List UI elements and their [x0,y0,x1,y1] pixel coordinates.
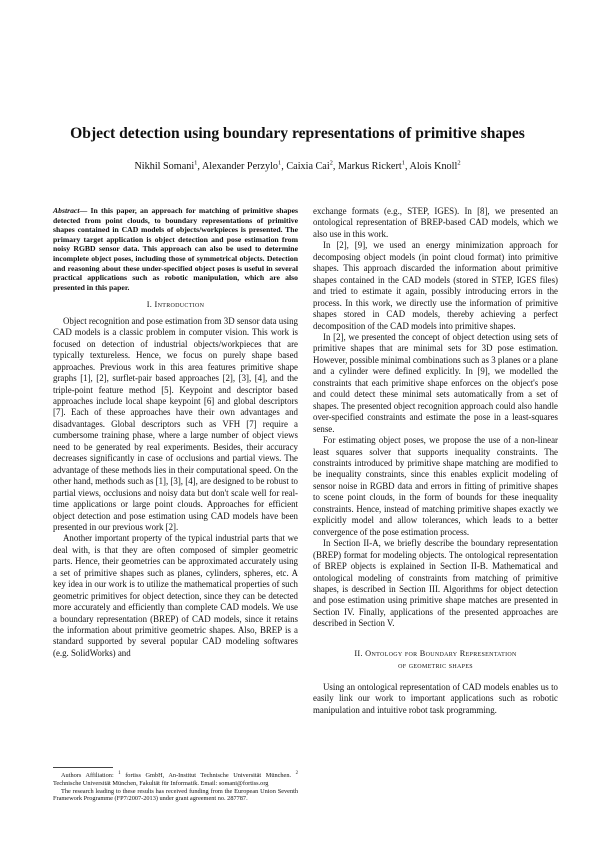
footnote-rule [53,767,113,768]
footnote-affiliation-prefix: Authors Affiliation: [61,772,114,780]
body-paragraph: In Section II-A, we briefly describe the boundary representation (BREP) format for modeling objects. The ontological representation of BREP objects is explained in Section II-B. Mathematical and ontological modeling of constraints from matching of primitive shapes, is described in Section III. Algorithms for object detection and pose estimation using primitive shape matches are presented in Section IV. Finally, applications of the presented approaches are described in Section V. [313,538,558,629]
footnote-aff2: Technische Universität München, Fakultät für Informatik. [53,779,199,787]
footnote-aff-mark: 1 [118,771,121,776]
author-name: Nikhil Somani [134,161,195,173]
author [286,161,338,172]
abstract-lead: Abstract [53,206,80,215]
author [202,161,286,172]
section-heading-ontology: II. Ontology for Boundary Representation [354,648,517,658]
footnote-funding: The research leading to these results has received funding from the European Union Seventh Framework Programme (FP7/2007-2013) under grant agreement no. 287787. [53,787,298,803]
author-separator: , [332,161,339,173]
body-paragraph: exchange formats (e.g., STEP, IGES). In [8], we presented an ontological representation of BREP-based CAD models, which we also use in this work. [313,206,558,239]
spacer [313,672,558,682]
left-column [53,206,298,659]
author-affiliation-mark: 2 [329,160,333,167]
author-separator: , [281,161,287,173]
author-affiliation-mark: 2 [457,160,461,167]
author-affiliation-mark: 1 [401,160,405,167]
abstract-text: — In this paper, an approach for matching of primitive shapes detected from point clouds, to boundary representations of primitive shapes contained in CAD models of objects/workpieces is presented. The primary target application is object detection and pose estimation from noisy RGBD sensor data. This approach can also be used to determine incomplete object poses, including those of symmetrical objects. Detection and reasoning about these under-specified object poses is useful in several practical applications such as robotic manipulation, which are also presented in this paper. [53,206,298,292]
author [338,161,409,172]
section-heading-introduction: I. Introduction [146,300,205,310]
footnote-aff-mark: 2 [295,771,299,776]
author [409,161,460,172]
author [134,161,202,172]
author-separator: , [404,161,410,173]
footnote [53,770,298,803]
body-paragraph: Using an ontological representation of CAD models enables us to easily link our work to important applications such as robotic manipulation and intuitive robot task programming. [313,681,558,715]
author-name: Alexander Perzylo [201,161,279,173]
spacer [313,630,558,648]
footnote-email: Email: somani@fortiss.org [200,779,269,787]
author-name: Caixia Cai [286,161,330,173]
author-name: Markus Rickert [338,161,402,173]
author-name: Alois Knoll [409,161,458,173]
author-list [0,160,595,172]
body-paragraph: Object recognition and pose estimation from 3D sensor data using CAD models is a classic problem in computer vision. This work is focused on detection of industrial objects/workpieces that are typically textureless. Hence, we focus on purely shape based approaches. Previous work in this area features primitive shape graphs [1], [2], surflet-pair based approaches [2], [3], [4], and the triple-point feature method [5]. Keypoint and descriptor based approaches include local shape keypoint [6] and global descriptors [7]. Each of these approaches have their own advantages and disadvantages. Global descriptors such as VFH [7] require a cumbersome training phase, where a large number of object views need to be generated by real experiments. Besides, their accuracy decreases significantly in case of occlusions and partial views. The advantage of these methods lies in their computational speed. On the other hand, methods such as [1], [3], [4], are designed to be robust to partial views, occlusions and noisy data but don't scale well for real-time applications or large point clouds. Approaches for efficient object detection and pose estimation using CAD models have been presented in our previous work [2]. [53,315,298,532]
abstract [53,206,298,292]
paper-title: Object detection using boundary representations of primitive shapes [70,125,525,142]
body-paragraph: Another important property of the typical industrial parts that we deal with, is that they are often composed of simpler geometric parts. Hence, their geometries can be approximated accurately using a set of primitive shapes such as planes, cylinders, spheres, etc. A key idea in our work is to utilize the mathematical properties of such geometric primitives for object detection, since they can be detected more accurately and efficiently than complete CAD models. We use a boundary representation (BREP) of CAD models, since it retains the information about primitive geometric shapes. Also, BREP is a standard supported by several popular CAD modeling softwares (e.g. SolidWorks) and [53,533,298,658]
body-paragraph: For estimating object poses, we propose the use of a non-linear least squares solver that supports inequality constraints. The constraints introduced by primitive shape matching are modified to be inequality constraints, since this enables explicit modeling of sensor noise in RGBD data and errors in fitting of primitive shapes to scene point clouds, in the form of bounds for these inequality constraints. Hence, instead of matching primitive shapes exactly we explicitly model and allow tolerances, which leads to a better convergence of the pose estimation process. [313,435,558,537]
author-separator: , [197,161,202,173]
right-column [313,206,558,716]
footnote-affiliation [53,770,298,788]
body-paragraph: In [2], [9], we used an energy minimization approach for decomposing object models (in point cloud format) into primitive shapes. This approach discarded the information about primitive shapes contained in the CAD models (stored in STEP, IGES files) and tried to estimate it again, possibly introducing errors in the process. In this work, we directly use the information of primitive shapes stored in CAD models, thereby achieving a perfect decomposition of the CAD models into primitive shapes. [313,240,558,331]
author-affiliation-mark: 1 [278,160,282,167]
footnote-aff1: fortiss GmbH, An-Institut Technische Universität München. [125,772,292,780]
author-affiliation-mark: 1 [194,160,198,167]
body-paragraph: In [2], we presented the concept of object detection using sets of primitive shapes that are minimal sets for 3D pose estimation. However, possible minimal combinations such as 3 planes or a plane and a cylinder were defined explicitly. In [9], we modelled the constraints that each primitive shape enforces on the object's pose and could detect these minimal sets automatically from a set of shapes. The presented object recognition approach could also handle over-specified constraints and estimate the pose in a least-squares sense. [313,331,558,434]
section-heading-ontology-line2: of geometric shapes [398,660,473,670]
